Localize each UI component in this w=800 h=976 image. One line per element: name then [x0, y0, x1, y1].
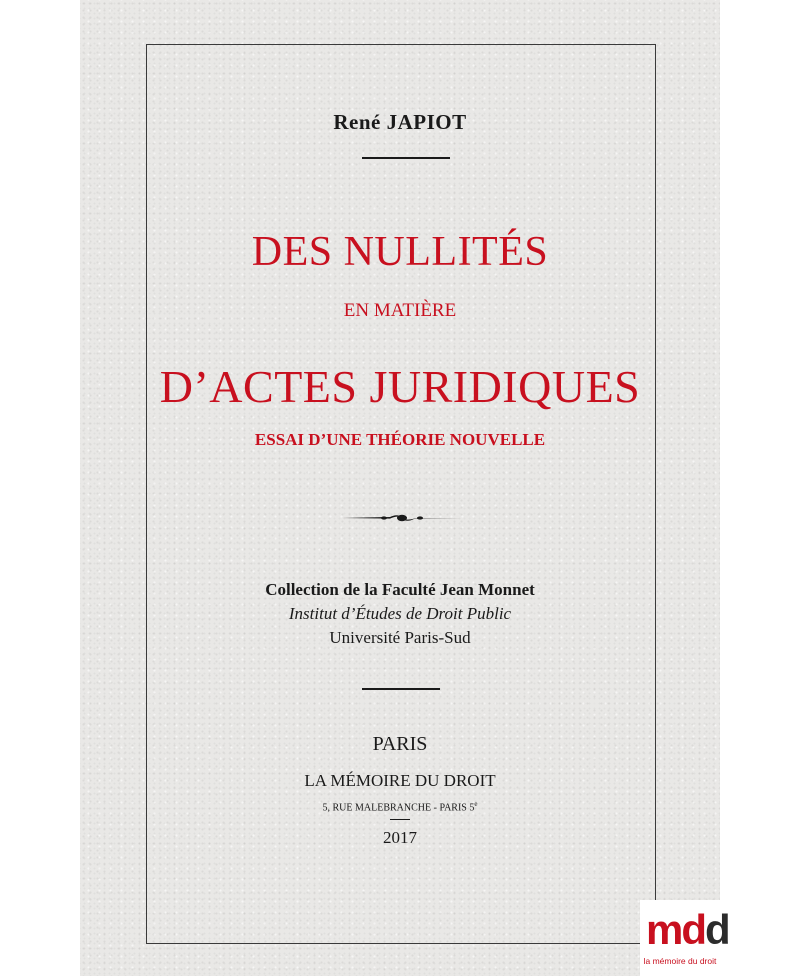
publisher-logo — [640, 900, 729, 976]
publication-year: 2017 — [383, 828, 417, 847]
collection-institute: Institut d’Études de Droit Public — [288, 604, 512, 623]
author-divider — [362, 157, 450, 159]
collection-university: Université Paris-Sud — [329, 628, 471, 647]
title-line-3: D’ACTES JURIDIQUES — [159, 361, 641, 412]
publisher-address — [0, 800, 800, 813]
title-line-1: DES NULLITÉS — [251, 229, 549, 275]
year-divider — [390, 819, 410, 820]
publisher-address-text: 5, RUE MALEBRANCHE - PARIS 5 — [322, 802, 475, 814]
ornament-divider — [340, 510, 464, 526]
subtitle: ESSAI D’UNE THÉORIE NOUVELLE — [254, 430, 546, 449]
publisher-name: LA MÉMOIRE DU DROIT — [304, 771, 496, 790]
logo-caption: la mémoire du droit — [643, 956, 717, 966]
collection-divider — [362, 688, 440, 690]
title-line-2: EN MATIÈRE — [343, 300, 457, 321]
collection-name: Collection de la Faculté Jean Monnet — [265, 580, 535, 599]
mdd-logo-icon: mdd — [646, 906, 729, 953]
author-name: René JAPIOT — [333, 110, 467, 134]
publisher-address-sup: e — [474, 800, 478, 808]
publication-city: PARIS — [372, 733, 428, 755]
